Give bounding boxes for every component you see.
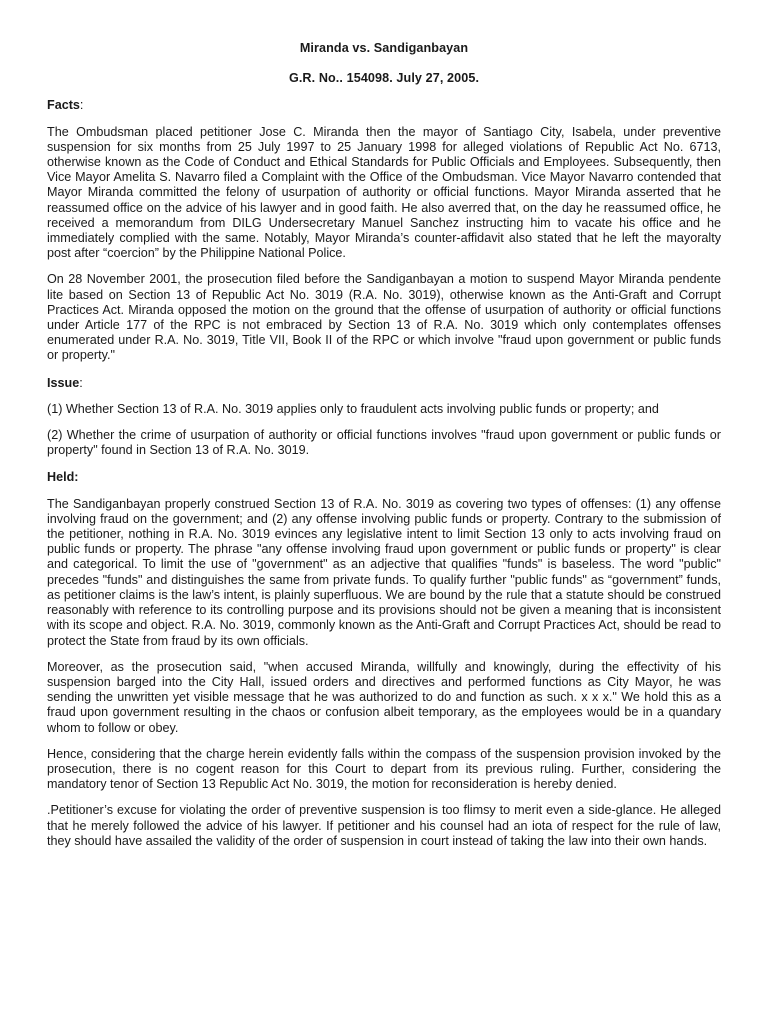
held-paragraph-4: .Petitioner’s excuse for violating the order of preventive suspension is too flimsy to merit even a side-glance. He alleged that he merely followed the advice of his lawyer. If petitioner and his counsel had an iota of respect for the rule of law, they should have assailed the validity of the order of suspension in court instead of taking the law into their own hands.	[47, 803, 721, 848]
facts-heading	[47, 98, 721, 113]
held-heading: Held:	[47, 470, 79, 485]
facts-paragraph-2: On 28 November 2001, the prosecution filed before the Sandiganbayan a motion to suspend Mayor Miranda pendente lite based on Section 13 of Republic Act No. 3019 (R.A. No. 3019), otherwise known as the Anti-Graft and Corrupt Practices Act. Miranda opposed the motion on the ground that the offense of usurpation of authority or official functions under Article 177 of the RPC is not embraced by Section 13 of R.A. No. 3019 which only contemplates offenses enumerated under R.A. No. 3019, Title VII, Book II of the RPC or which involve "fraud upon government or public funds or property."	[47, 272, 721, 363]
facts-heading-colon: :	[79, 98, 84, 113]
held-paragraph-2: Moreover, as the prosecution said, "when accused Miranda, willfully and knowingly, during the effectivity of his suspension barged into the City Hall, issued orders and directives and performed functions as City Mayor, he was sending the unwritten yet visible message that he was authorized to do and function as such. x x x." We hold this as a fraud upon government resulting in the chaos or confusion albeit temporary, as the employees would be in a quandary whom to follow or obey.	[47, 659, 721, 735]
document-page	[47, 40, 721, 849]
held-paragraph-1: The Sandiganbayan properly construed Section 13 of R.A. No. 3019 as covering two types of offenses: (1) any offense involving fraud on the government; and (2) any offense involving public funds or property. Contrary to the submission of the petitioner, nothing in R.A. No. 3019 evinces any legislative intent to limit Section 13 only to acts involving fraud on public funds or property. The phrase "any offense involving fraud upon government or public funds or property" is clear and categorical. To limit the use of "government" as an adjective that qualifies "funds" is baseless. The word "public" precedes "funds" and distinguishes the same from private funds. To qualify further "public funds" as “government” funds, as petitioner claims is the law’s intent, is plainly superfluous. We are bound by the rule that a statute should be construed reasonably with reference to its controlling purpose and its provisions should not be given a meaning that is inconsistent with its scope and object. R.A. No. 3019, commonly known as the Anti-Graft and Corrupt Practices Act, should be read to protect the State from fraud by its own officials.	[47, 496, 721, 648]
issue-heading	[47, 376, 721, 391]
facts-paragraph-1: The Ombudsman placed petitioner Jose C. Miranda then the mayor of Santiago City, Isabela, under preventive suspension for six months from 25 July 1997 to 25 January 1998 for alleged violations of Republic Act No. 6713, otherwise known as the Code of Conduct and Ethical Standards for Public Officials and Employees. Subsequently, then Vice Mayor Amelita S. Navarro filed a Complaint with the Office of the Ombudsman. Vice Mayor Navarro contended that Mayor Miranda committed the felony of usurpation of authority or official functions. Mayor Miranda asserted that he reassumed office on the advice of his lawyer and in good faith. He also averred that, on the day he reassumed office, he received a memorandum from DILG Undersecretary Manuel Sanchez instructing him to vacate his office and he immediately complied with the same. Notably, Mayor Miranda’s counter-affidavit also stated that he left the mayoralty post after “coercion” by the Philippine National Police.	[47, 124, 721, 261]
issue-paragraph-1: (1) Whether Section 13 of R.A. No. 3019 applies only to fraudulent acts involving public funds or property; and	[47, 401, 659, 416]
issue-heading-label: Issue	[47, 375, 80, 390]
facts-heading-label: Facts	[47, 98, 80, 113]
issue-paragraph-2: (2) Whether the crime of usurpation of authority or official functions involves "fraud upon government or public funds or property" found in Section 13 of R.A. No. 3019.	[47, 428, 721, 458]
document-title: Miranda vs. Sandiganbayan	[299, 41, 469, 55]
held-paragraph-3: Hence, considering that the charge herein evidently falls within the compass of the suspension provision invoked by the prosecution, there is no cogent reason for this Court to depart from its previous ruling. Further, considering the mandatory tenor of Section 13 Republic Act No. 3019, the motion for reconsideration is hereby denied.	[47, 746, 721, 792]
issue-heading-colon: :	[79, 375, 83, 390]
case-citation: G.R. No.. 154098. July 27, 2005.	[288, 71, 480, 86]
